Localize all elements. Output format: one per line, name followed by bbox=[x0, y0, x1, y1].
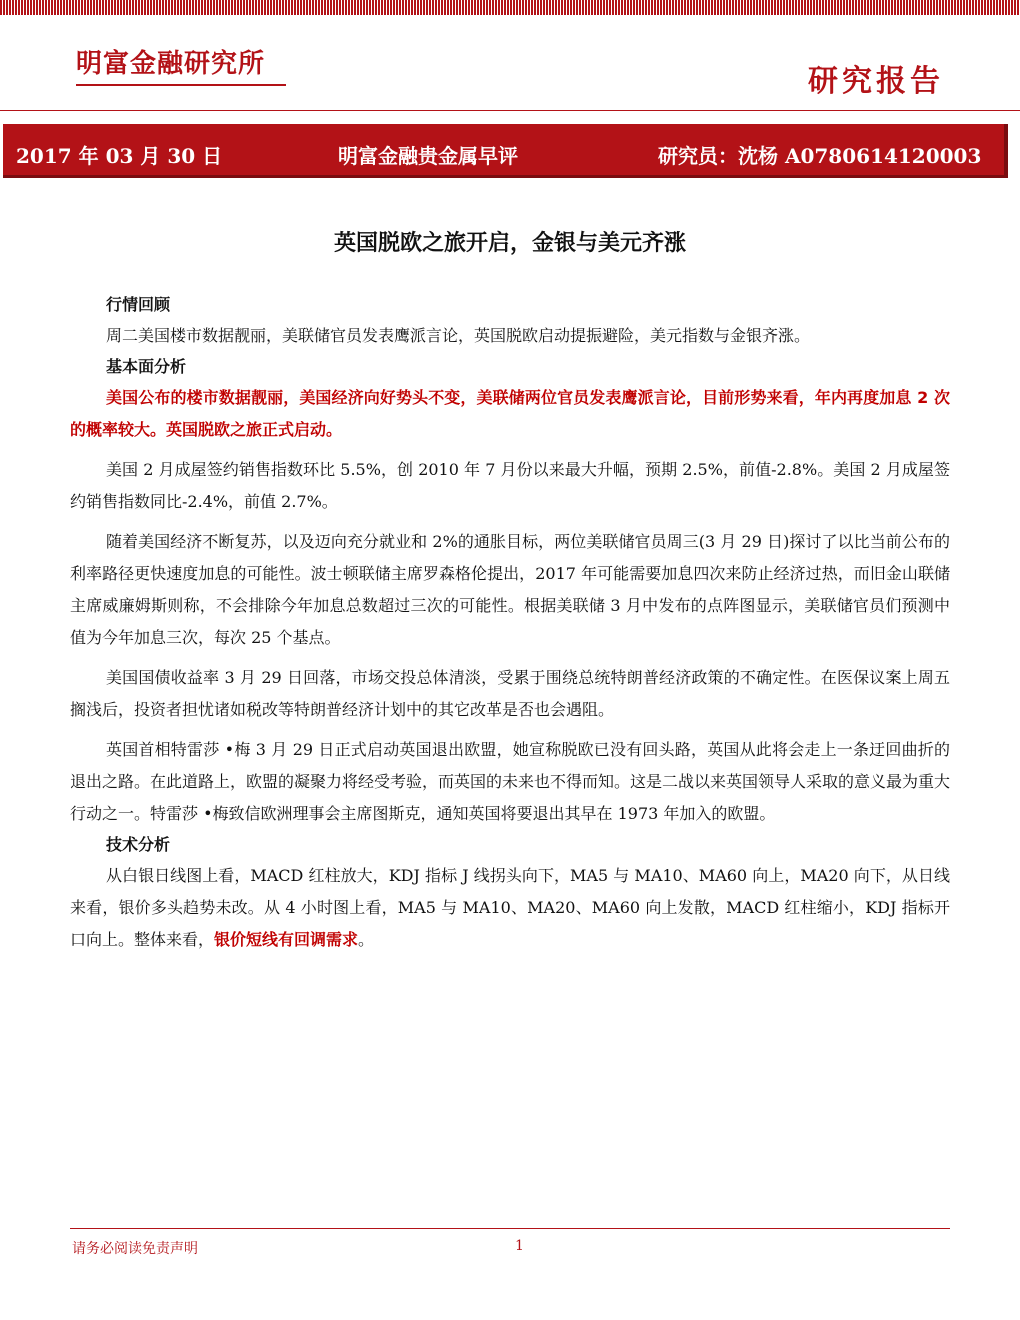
analyst-info: 研究员：沈杨 A0780614120003 bbox=[658, 144, 982, 168]
disclaimer-notice: 请务必阅读免责声明 bbox=[72, 1241, 198, 1257]
section-heading-technical: 技术分析 bbox=[106, 835, 171, 854]
section-heading-fundamental: 基本面分析 bbox=[106, 357, 187, 376]
top-decorative-stripe bbox=[0, 0, 1020, 15]
logo-underline bbox=[76, 84, 286, 86]
report-date: 2017 年 03 月 30 日 bbox=[16, 144, 223, 168]
review-paragraph: 周二美国楼市数据靓丽，美联储官员发表鹰派言论，英国脱欧启动提振避险，美元指数与金银齐涨。 bbox=[106, 326, 811, 345]
fundamental-paragraph-1: 美国 2 月成屋签约销售指数环比 5.5%，创 2010 年 7 月份以来最大升幅，预期 2.5%，前值-2.8%。美国 2 月成屋签约销售指数同比-2.4%，前值 2.7%。 bbox=[70, 460, 950, 511]
footer-divider bbox=[70, 1228, 950, 1229]
article-headline: 英国脱欧之旅开启，金银与美元齐涨 bbox=[333, 231, 686, 256]
header-divider bbox=[0, 110, 1020, 111]
technical-text: 从白银日线图上看，MACD 红柱放大，KDJ 指标 J 线拐头向下，MA5 与 MA10、MA60 向上，MA20 向下，从日线来看，银价多头趋势未改。从 4 小时图上看，MA5 与 MA10、MA20、MA60 向上发散，MACD 红柱缩小，KDJ 指标开口向上。整体来看， bbox=[70, 866, 950, 949]
info-banner bbox=[2, 124, 1008, 178]
publication-name: 明富金融贵金属早评 bbox=[338, 144, 518, 168]
technical-paragraph bbox=[70, 860, 950, 956]
fundamental-paragraph-4: 英国首相特雷莎 •梅 3 月 29 日正式启动英国退出欧盟，她宣称脱欧已没有回头路，英国从此将会走上一条迂回曲折的退出之路。在此道路上，欧盟的凝聚力将经受考验，而英国的未来也不得而知。这是二战以来英国领导人采取的意义最为重大行动之一。特雷莎 •梅致信欧洲理事会主席图斯克，通知英国将要退出其早在 1973 年加入的欧盟。 bbox=[70, 740, 951, 823]
technical-tail: 。 bbox=[358, 930, 375, 949]
fundamental-paragraph-2: 随着美国经济不断复苏，以及迈向充分就业和 2%的通胀目标，两位美联储官员周三(3 月 29 日)探讨了以比当前公布的利率路径更快速度加息的可能性。波士顿联储主席罗森格伦提出，2017 年可能需要加息四次来防止经济过热，而旧金山联储主席威廉姆斯则称，不会排除今年加息总数超过三次的可能性。根据美联储 3 月中发布的点阵图显示，美联储官员们预测中值为今年加息三次，每次 25 个基点。 bbox=[70, 532, 950, 647]
banner-edge bbox=[0, 124, 3, 178]
technical-highlight: 银价短线有回调需求 bbox=[214, 930, 359, 949]
logo-text: 明富金融研究所 bbox=[76, 48, 266, 79]
article-body bbox=[70, 290, 950, 956]
fundamental-paragraph-3: 美国国债收益率 3 月 29 日回落，市场交投总体清淡，受累于围绕总统特朗普经济政策的不确定性。在医保议案上周五搁浅后，投资者担忧诸如税改等特朗普经济计划中的其它改革是否也会遇阻。 bbox=[70, 668, 950, 719]
section-heading-review: 行情回顾 bbox=[106, 295, 171, 314]
company-logo bbox=[76, 40, 265, 82]
fundamental-highlight: 美国公布的楼市数据靓丽，美国经济向好势头不变，美联储两位官员发表鹰派言论，目前形势来看，年内再度加息 2 次的概率较大。英国脱欧之旅正式启动。 bbox=[70, 388, 950, 439]
page-number: 1 bbox=[515, 1238, 524, 1254]
report-type-title: 研究报告 bbox=[808, 64, 944, 99]
